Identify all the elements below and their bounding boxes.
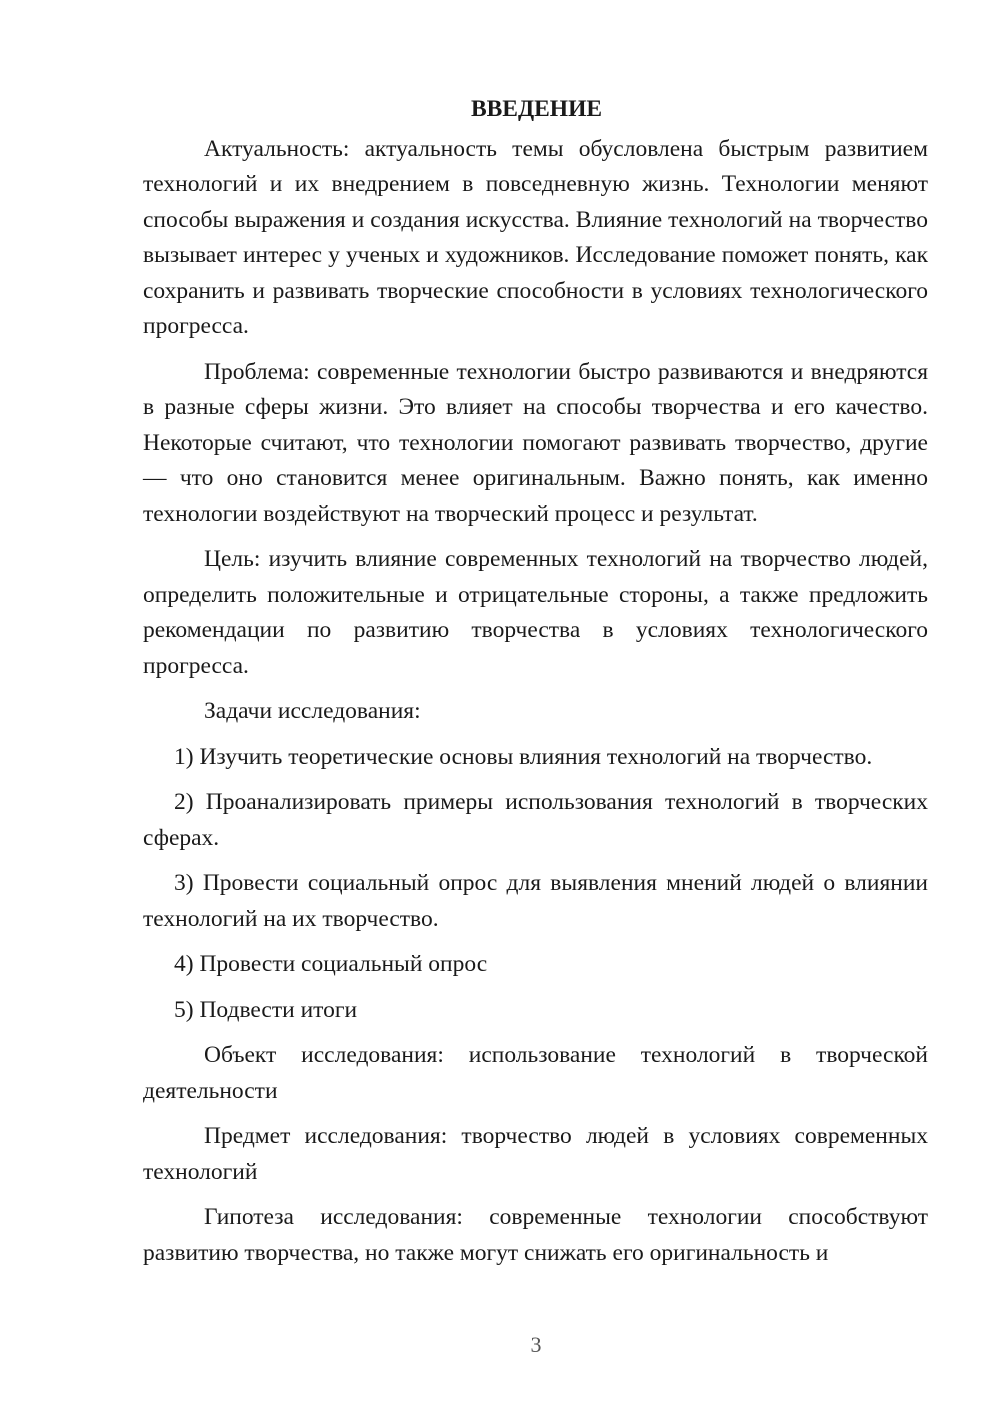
page-heading: ВВЕДЕНИЕ [470, 96, 603, 122]
task-item-4: 4) Провести социальный опрос [174, 951, 488, 977]
paragraph-tasks-title: Задачи исследования: [204, 698, 421, 724]
task-item-1: 1) Изучить теоретические основы влияния технологий на творчество. [174, 743, 873, 770]
task-item-3: 3) Провести социальный опрос для выявления мнений людей о влиянии технологий на их творчество. [143, 870, 928, 932]
paragraph-hypothesis: Гипотеза исследования: современные технологии способствуют развитию творчества, но также могут снижать его оригинальность и [143, 1204, 928, 1266]
task-item-2: 2) Проанализировать примеры использования технологий в творческих сферах. [143, 789, 928, 851]
task-item-5: 5) Подвести итоги [174, 996, 358, 1023]
paragraph-goal: Цель: изучить влияние современных технологий на творчество людей, определить положительные и отрицательные стороны, а также предложить рекомендации по развитию творчества в условиях технологического прогресса. [143, 546, 928, 679]
page-content [143, 92, 928, 1281]
paragraph-object: Объект исследования: использование технологий в творческой деятельности [143, 1042, 928, 1104]
paragraph-problem: Проблема: современные технологии быстро развиваются и внедряются в разные сферы жизни. Это влияет на способы творчества и его качество. Некоторые считают, что технологии помогают развивать творчество, другие — что оно становится менее оригинальным. Важно понять, как именно технологии воздействуют на творческий процесс и результат. [143, 358, 928, 527]
paragraph-subject: Предмет исследования: творчество людей в условиях современных технологий [143, 1123, 928, 1185]
page-number: 3 [530, 1332, 542, 1357]
paragraph-relevance: Актуальность: актуальность темы обусловлена быстрым развитием технологий и их внедрением в повседневную жизнь. Технологии меняют способы выражения и создания искусства. Влияние технологий на творчество вызывает интерес у ученых и художников. Исследование поможет понять, как сохранить и развивать творческие способности в условиях технологического прогресса. [143, 135, 928, 339]
